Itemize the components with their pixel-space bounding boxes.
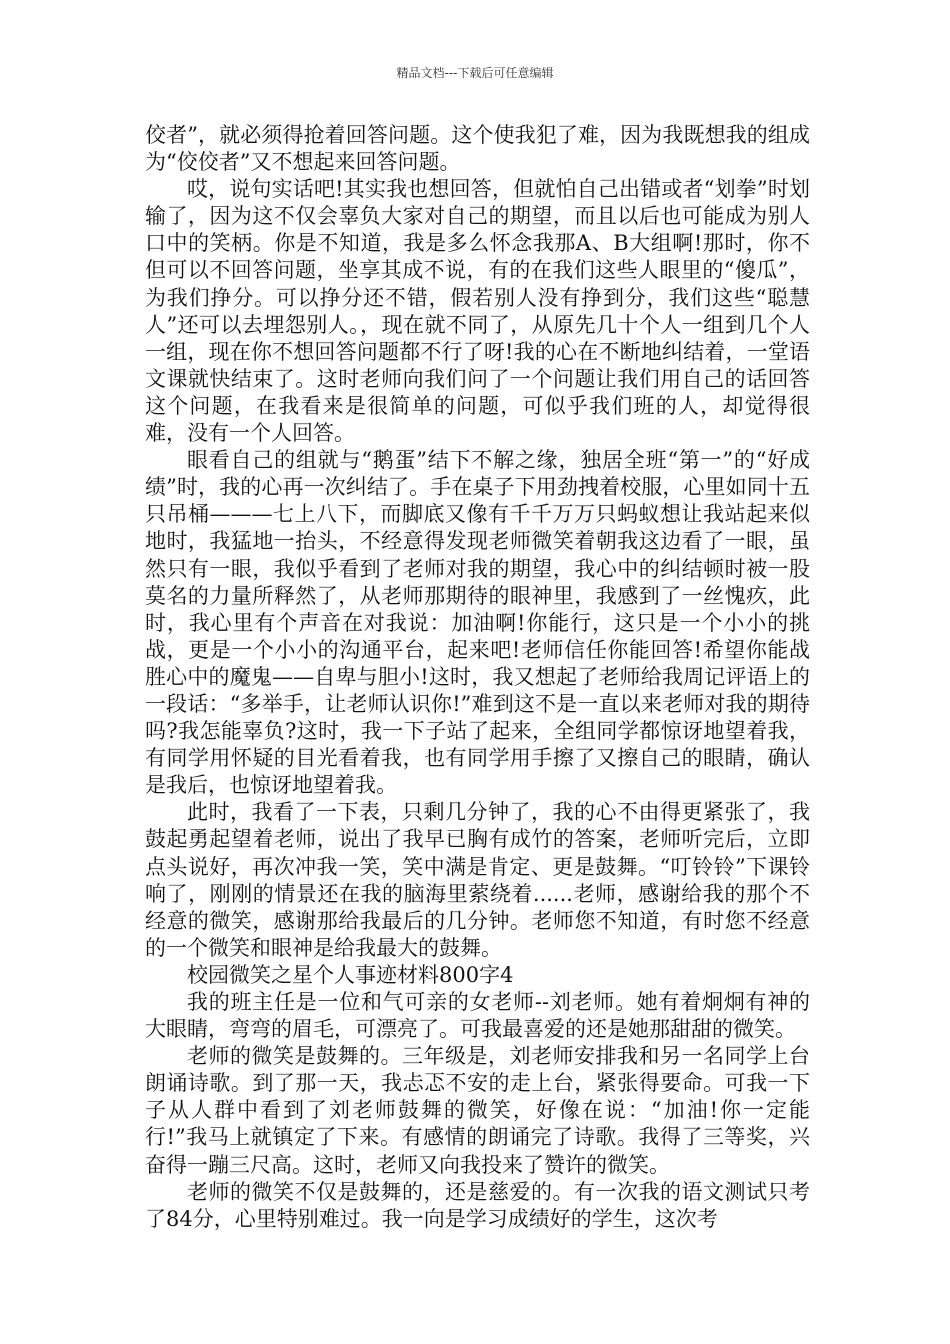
paragraph: 哎，说句实话吧!其实我也想回答，但就怕自己出错或者“划拳”时划输了，因为这不仅会辜负大家对自己的期望，而且以后也可能成为别人口中的笑柄。你是不知道，我是多么怀念我那A、B大组啊!那时，你不但可以不回答问题，坐享其成不说，有的在我们这些人眼里的“傻瓜”，为我们挣分。可以挣分还不错，假若别人没有挣到分，我们这些“聪慧人”还可以去埋怨别人。，现在就不同了，从原先几十个人一组到几个人一组，现在你不想回答问题都不行了呀!我的心在不断地纠结着，一堂语文课就快结束了。这时老师向我们问了一个问题让我们用自己的话回答这个问题，在我看来是很简单的问题，可似乎我们班的人，却觉得很难，没有一个人回答。 bbox=[145, 177, 810, 446]
section-title: 校园微笑之星个人事迹材料800字4 bbox=[187, 962, 514, 987]
paragraph: 眼看自己的组就与“鹅蛋”结下不解之缘，独居全班“第一”的“好成绩”时，我的心再一次纠结了。手在桌子下用劲拽着校服，心里如同十五只吊桶———七上八下，而脚底又像有千千万万只蚂蚁想让我站起来似地时，我猛地一抬头，不经意得发现老师微笑着朝我这边看了一眼，虽然只有一眼，我似乎看到了老师对我的期望，我心中的纠结顿时被一股莫名的力量所释然了，从老师那期待的眼神里，我感到了一丝愧疚，此时，我心里有个声音在对我说：加油啊!你能行，这只是一个小小的挑战，更是一个小小的沟通平台，起来吧!老师信任你能回答!希望你能战胜心中的魔鬼——自卑与胆小!这时，我又想起了老师给我周记评语上的一段话：“多举手，让老师认识你!”难到这不是一直以来老师对我的期待吗?我怎能辜负?这时，我一下子站了起来，全组同学都惊讶地望着我，有同学用怀疑的目光看着我，也有同学用手擦了又擦自己的眼睛，确认是我后，也惊讶地望着我。 bbox=[145, 448, 810, 798]
paragraph: 老师的微笑不仅是鼓舞的，还是慈爱的。有一次我的语文测试只考了84分，心里特别难过。我一向是学习成绩好的学生，这次考 bbox=[145, 1179, 810, 1231]
document-body bbox=[145, 122, 810, 1233]
paragraph: 老师的微笑是鼓舞的。三年级是，刘老师安排我和另一名同学上台朗诵诗歌。到了那一天，我忐忑不安的走上台，紧张得要命。可我一下子从人群中看到了刘老师鼓舞的微笑，好像在说：“加油!你一定能行!”我马上就镇定了下来。有感情的朗诵完了诗歌。我得了三等奖，兴奋得一蹦三尺高。这时，老师又向我投来了赞许的微笑。 bbox=[145, 1044, 810, 1177]
paragraph: 佼者”，就必须得抢着回答问题。这个使我犯了难，因为我既想我的组成为“佼佼者”又不想起来回答问题。 bbox=[145, 123, 810, 175]
paragraph: 此时，我看了一下表，只剩几分钟了，我的心不由得更紧张了，我鼓起勇起望着老师，说出了我早已胸有成竹的答案，老师听完后，立即点头说好，再次冲我一笑，笑中满是肯定、更是鼓舞。“叮铃铃”下课铃响了，刚刚的情景还在我的脑海里萦绕着......老师，感谢给我的那个不经意的微笑，感谢那给我最后的几分钟。老师您不知道，有时您不经意的一个微笑和眼神是给我最大的鼓舞。 bbox=[145, 800, 810, 960]
page-header: 精品文档---下载后可任意编辑 bbox=[396, 66, 554, 80]
paragraph: 我的班主任是一位和气可亲的女老师--刘老师。她有着炯炯有神的大眼睛，弯弯的眉毛，可漂亮了。可我最喜爱的还是她那甜甜的微笑。 bbox=[145, 990, 810, 1042]
